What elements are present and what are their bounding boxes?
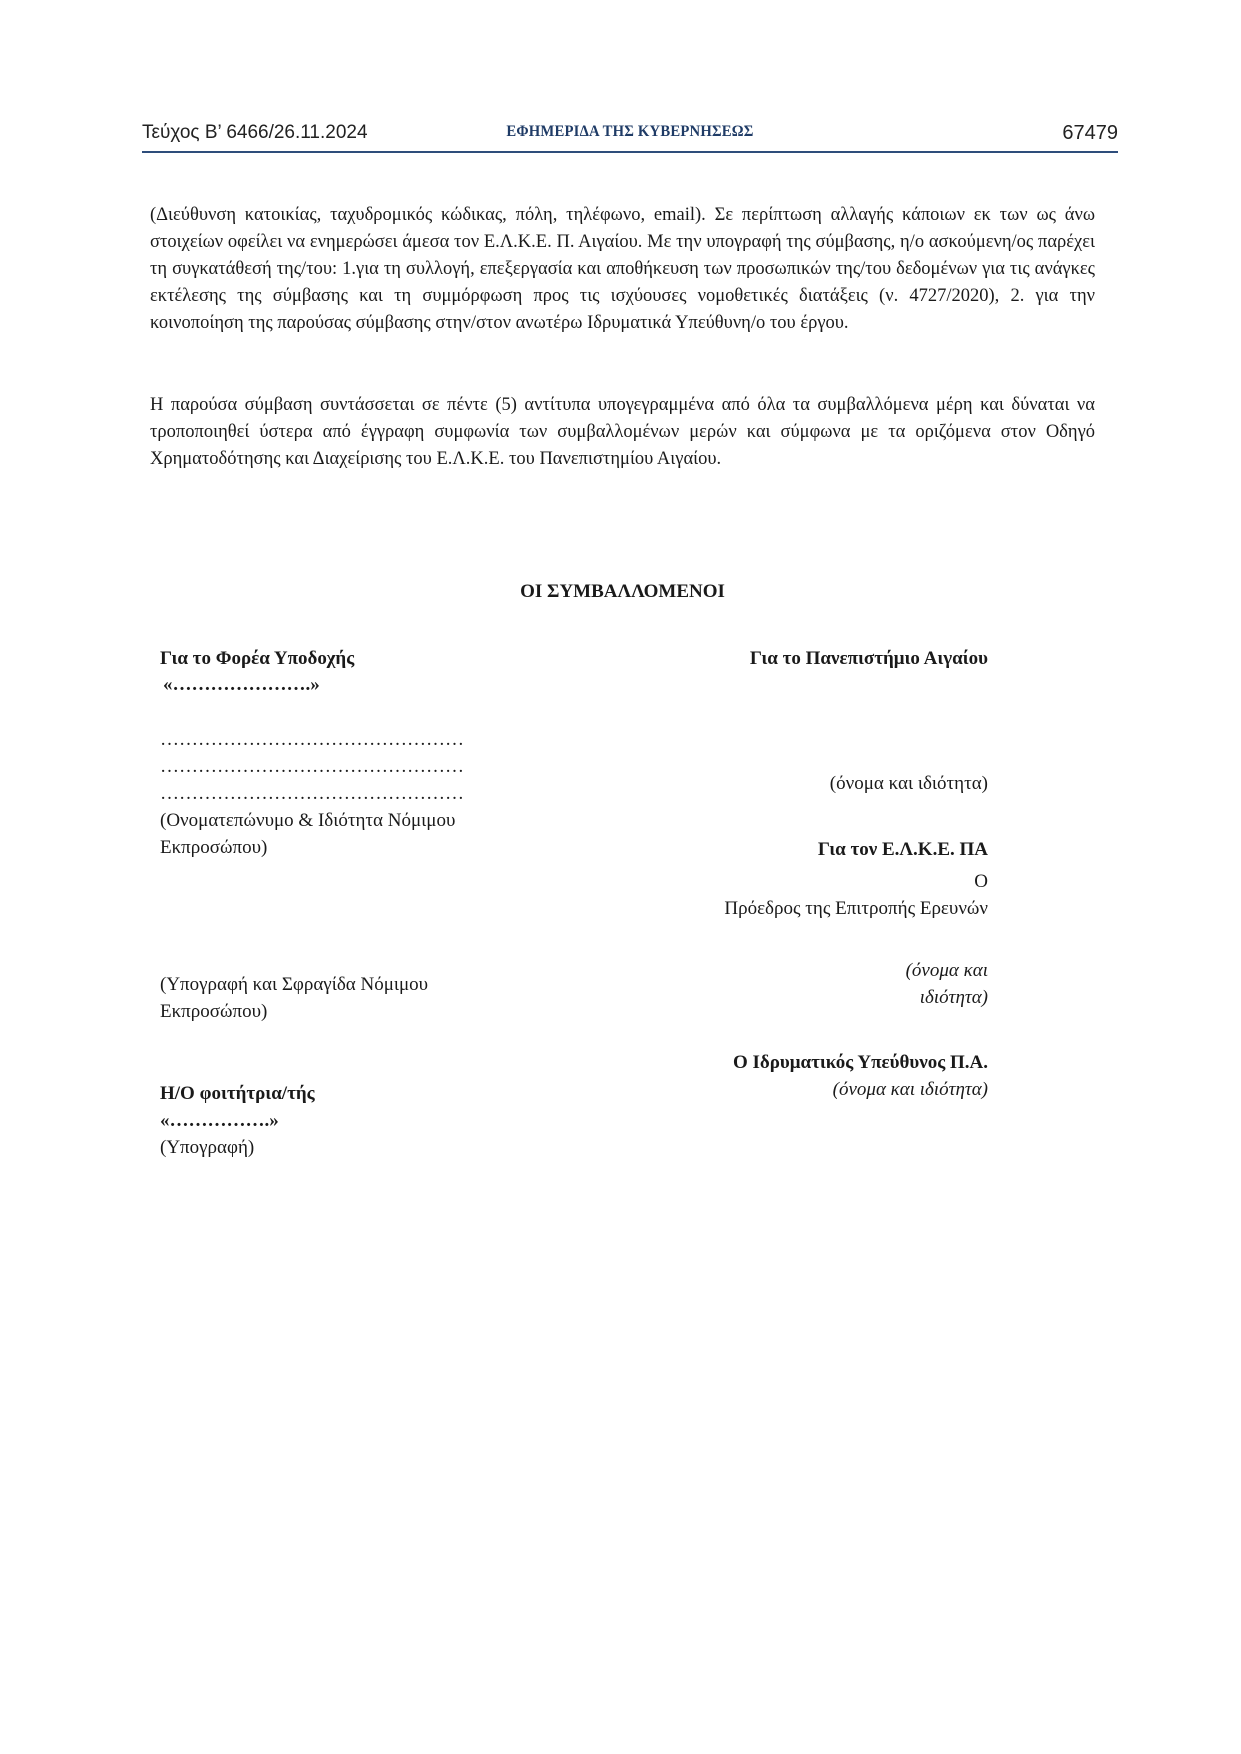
representative-caption-line1: (Ονοματεπώνυμο & Ιδιότητα Νόμιμου [160,810,456,831]
gazette-title: ΕΦΗΜΕΡΙΔΑ ΤΗΣ ΚΥΒΕΡΝΗΣΕΩΣ [506,123,754,140]
dotted-line-1: ………………………………………… [160,729,464,750]
host-title: Για το Φορέα Υποδοχής [160,648,355,669]
student-name-placeholder: «…………….» [160,1110,279,1131]
dotted-line-3: ………………………………………… [160,783,464,804]
elke-title: Για τον Ε.Λ.Κ.Ε. ΠΑ [817,839,988,860]
elke-article: Ο [974,871,988,892]
signatures-heading: ΟΙ ΣΥΜΒΑΛΛΟΜΕΝΟΙ [520,581,725,602]
student-title: Η/Ο φοιτήτρια/τής [160,1083,315,1104]
university-name-caption: (όνομα και ιδιότητα) [829,773,988,794]
institutional-responsible-title: Ο Ιδρυματικός Υπεύθυνος Π.Α. [732,1052,988,1073]
copies-paragraph: Η παρούσα σύμβαση συντάσσεται σε πέντε (5) αντίτυπα υπογεγραμμένα από όλα τα συμβαλλόμενα μέρη και δύναται να τροποποιηθεί ύστερα από έγγραφη συμφωνία των συμβαλλομένων μερών και σύμφωνα με τα οριζόμενα στον Οδηγό Χρηματοδότησης και Διαχείρισης του Ε.Λ.Κ.Ε. του Πανεπιστημίου Αιγαίου. [150,395,1095,469]
page-header [142,122,1118,152]
page-number: 67479 [1062,122,1118,144]
host-name-placeholder: «………………….» [163,674,320,695]
elke-caption-line2: ιδιότητα) [919,987,988,1008]
dotted-line-2: ………………………………………… [160,756,464,777]
institutional-responsible-caption: (όνομα και ιδιότητα) [832,1079,988,1100]
signature-stamp-caption-line1: (Υπογραφή και Σφραγίδα Νόμιμου [160,974,429,995]
student-signature-caption: (Υπογραφή) [160,1137,255,1158]
signature-stamp-caption-line2: Εκπροσώπου) [160,1001,268,1022]
header-divider [142,151,1118,153]
elke-caption-line1: (όνομα και [905,960,988,981]
consent-paragraph: (Διεύθυνση κατοικίας, ταχυδρομικός κώδικας, πόλη, τηλέφωνο, email). Σε περίπτωση αλλαγής κάποιων εκ των ως άνω στοιχείων οφείλει να ενημερώσει άμεσα τον Ε.Λ.Κ.Ε. Π. Αιγαίου. Με την υπογραφή της σύμβασης, η/ο ασκούμενη/ος παρέχει τη συγκατάθεσή της/του: 1.για τη συλλογή, επεξεργασία και αποθήκευση των προσωπικών της/του δεδομένων για τις ανάγκες εκτέλεσης της σύμβασης και τη συμμόρφωση προς τις ισχύουσες νομοθετικές διατάξεις (ν. 4727/2020), 2. για την κοινοποίηση της παρούσας σύμβασης στην/στον ανωτέρω Ιδρυματικά Υπεύθυνη/ο του έργου. [150,205,1095,333]
university-title: Για το Πανεπιστήμιο Αιγαίου [749,648,988,669]
elke-role: Πρόεδρος της Επιτροπής Ερευνών [724,898,988,919]
representative-caption-line2: Εκπροσώπου) [160,837,268,858]
issue-number: Τεύχος Β’ 6466/26.11.2024 [142,122,368,143]
